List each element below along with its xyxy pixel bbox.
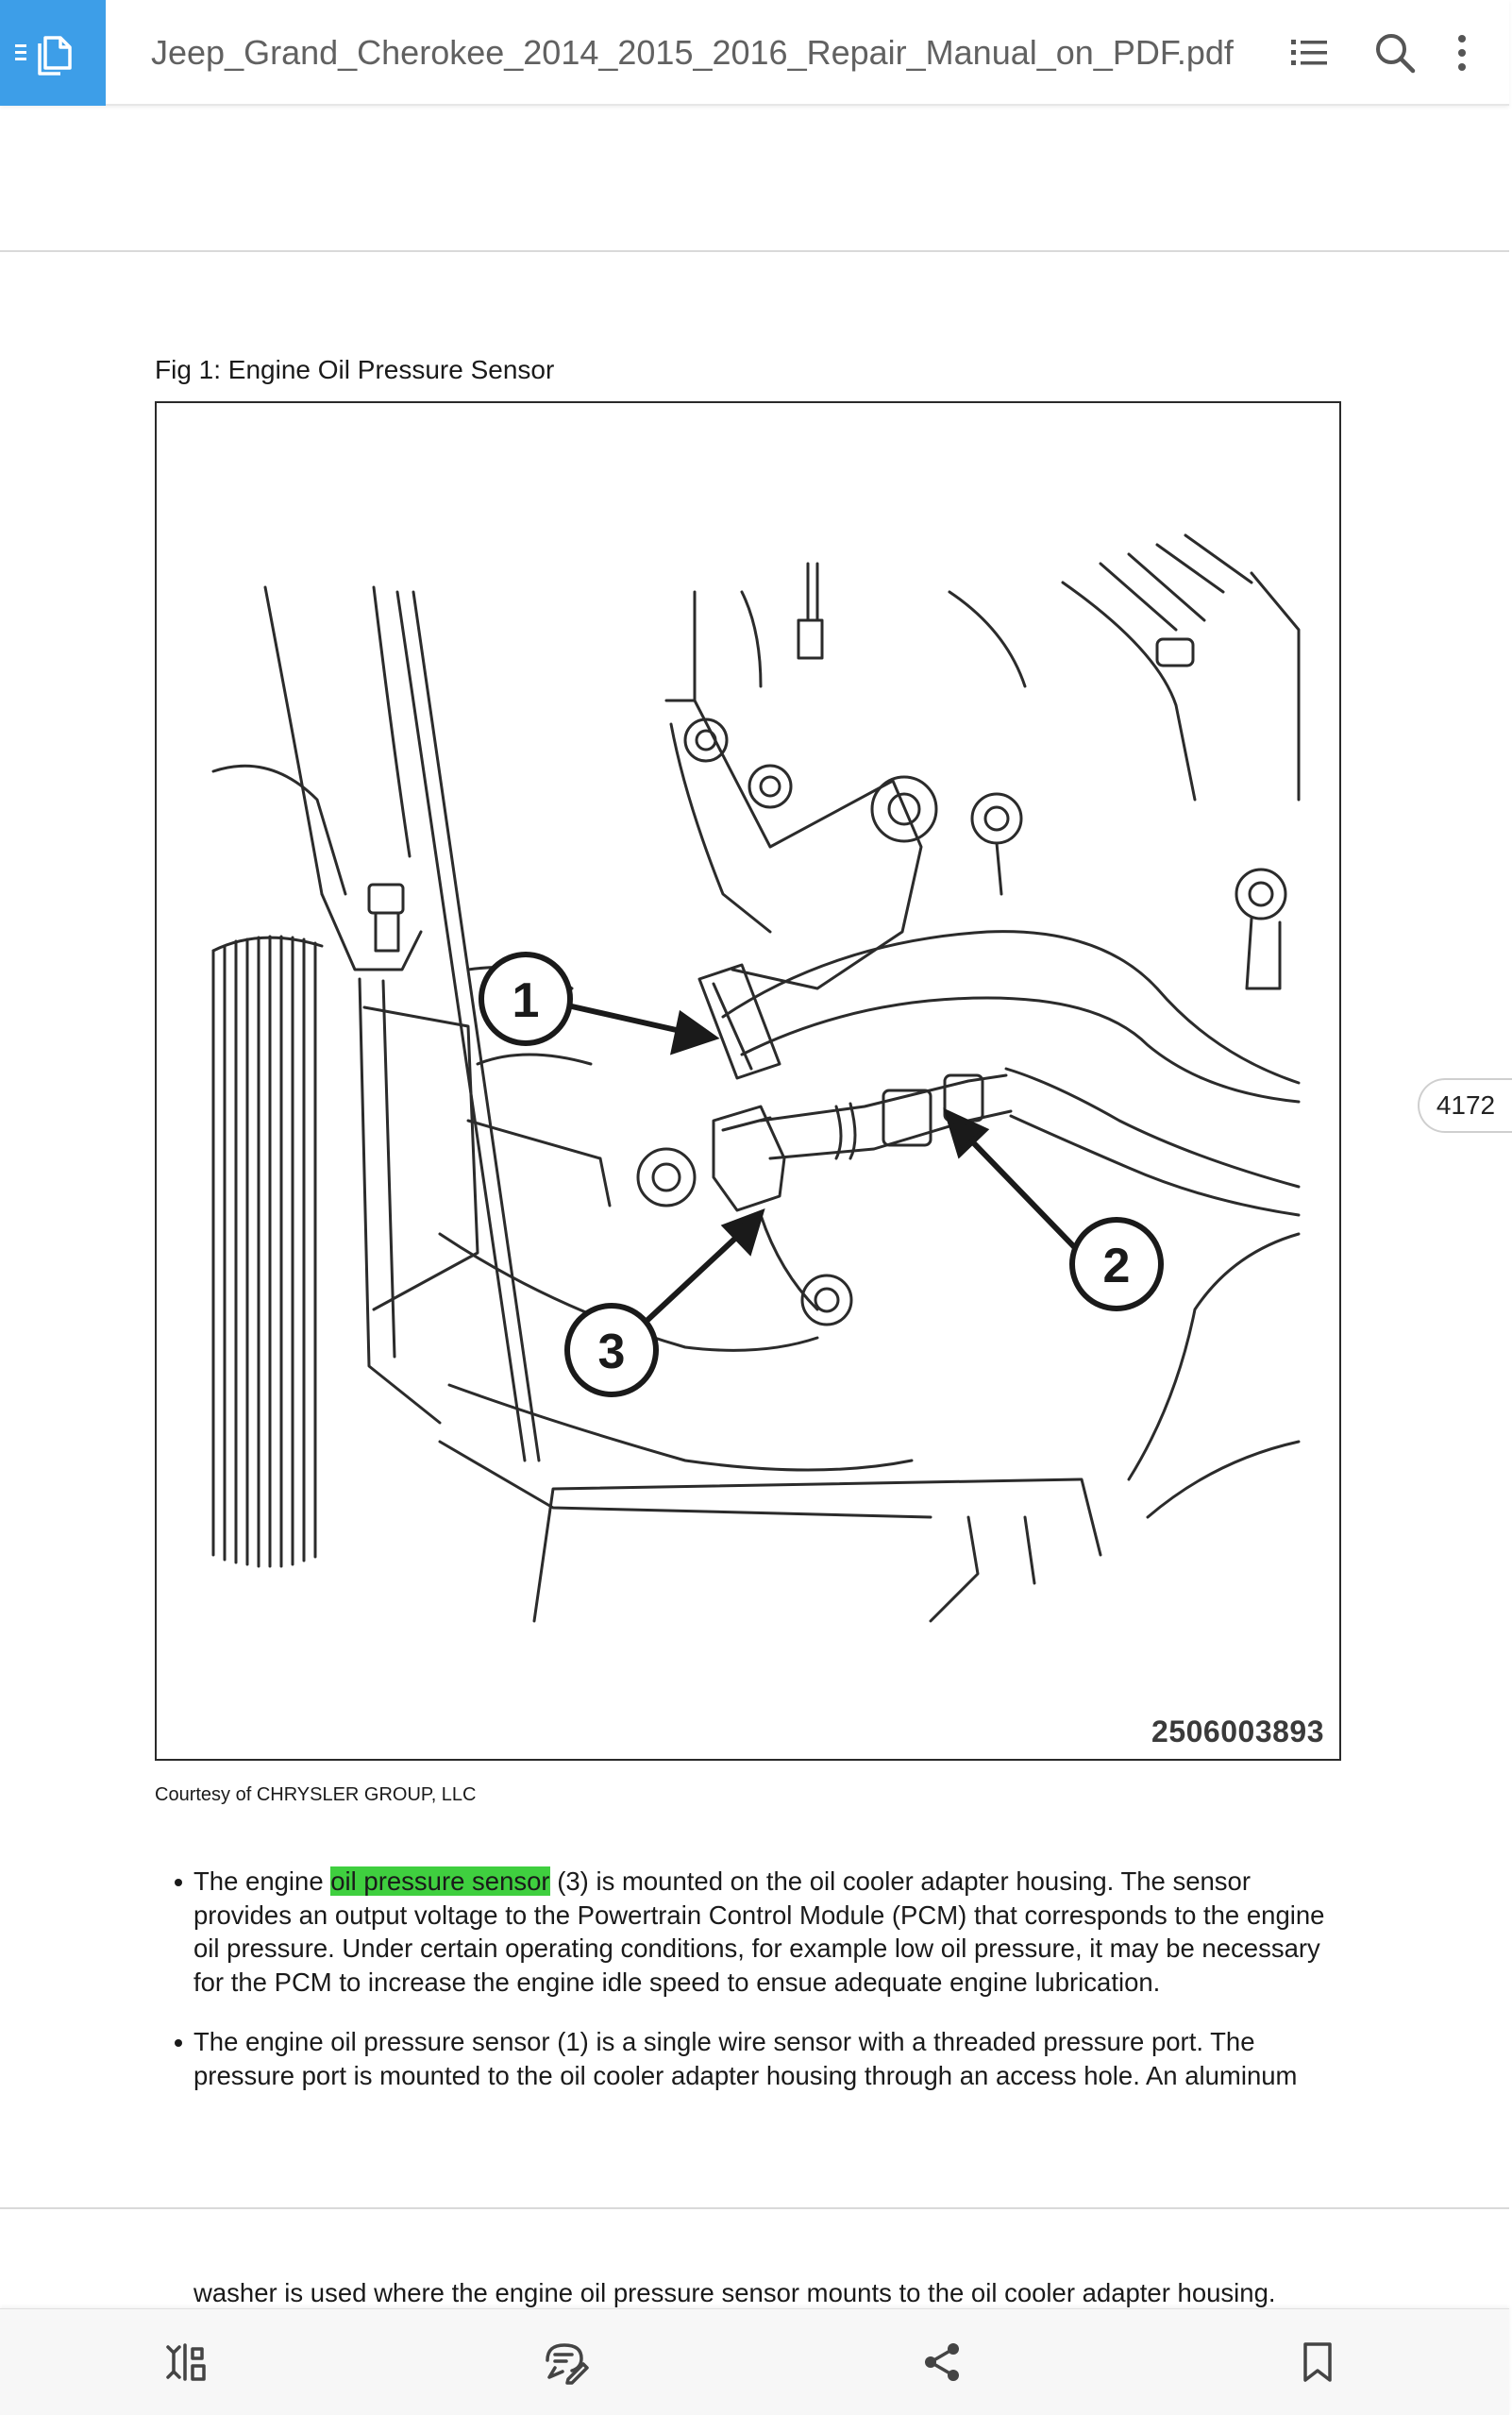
page-bottom-divider	[0, 2207, 1509, 2209]
callout-3: 3	[597, 1325, 626, 1379]
engine-diagram-figure	[155, 401, 1341, 1761]
reflow-button[interactable]	[160, 2336, 213, 2389]
document-title: Jeep_Grand_Cherokee_2014_2015_2016_Repair_Manual_on_PDF.pdf	[151, 33, 1234, 72]
bookmark-icon	[1301, 2340, 1335, 2384]
document-menu-icon	[15, 25, 91, 81]
more-options-button[interactable]	[1436, 26, 1488, 79]
annotate-comment-icon	[542, 2339, 589, 2385]
figure-id: 2506003893	[1151, 1714, 1324, 1748]
callout-2: 2	[1102, 1239, 1131, 1293]
description-list	[193, 1865, 1354, 2119]
bullet-1-after: (3) is mounted on the oil cooler adapter housing. The sensor provides an output voltage to the Powertrain Control Module (PCM) that corresponds to the engine oil pressure. Under certain operating conditions, for example low oil pressure, it may be necessary for the PCM to increase the engine idle speed to ensue adequate engine lubrication.	[193, 1866, 1325, 1997]
top-app-bar	[0, 0, 1509, 106]
document-menu-button[interactable]	[0, 0, 106, 106]
share-button[interactable]	[916, 2336, 968, 2389]
bullet-item-2: The engine oil pressure sensor (1) is a single wire sensor with a threaded pressure port. The pressure port is mounted to the oil cooler adapter housing through an access hole. An aluminum	[193, 2025, 1354, 2092]
next-page-fragment-text: washer is used where the engine oil pressure sensor mounts to the oil cooler adapter housing.	[193, 2278, 1276, 2307]
bottom-toolbar	[0, 2308, 1509, 2415]
crop-reflow-icon	[164, 2339, 210, 2385]
outline-button[interactable]	[1283, 26, 1336, 79]
search-button[interactable]	[1369, 26, 1421, 79]
callout-1: 1	[512, 973, 540, 1028]
engine-line-drawing	[157, 403, 1343, 1763]
figure-credit: Courtesy of CHRYSLER GROUP, LLC	[155, 1784, 477, 1805]
outline-list-icon	[1288, 32, 1330, 74]
bullet-1-before: The engine	[193, 1866, 331, 1896]
page-top-divider	[0, 250, 1509, 252]
more-vert-icon	[1453, 31, 1471, 75]
figure-caption: Fig 1: Engine Oil Pressure Sensor	[155, 355, 555, 384]
bookmark-button[interactable]	[1291, 2336, 1344, 2389]
bullet-item-1	[193, 1865, 1354, 1999]
search-highlight[interactable]: oil pressure sensor	[330, 1866, 550, 1896]
page-number-indicator[interactable]: 4172	[1418, 1078, 1512, 1133]
share-icon	[921, 2341, 963, 2383]
annotate-button[interactable]	[539, 2336, 592, 2389]
search-icon	[1373, 31, 1417, 75]
